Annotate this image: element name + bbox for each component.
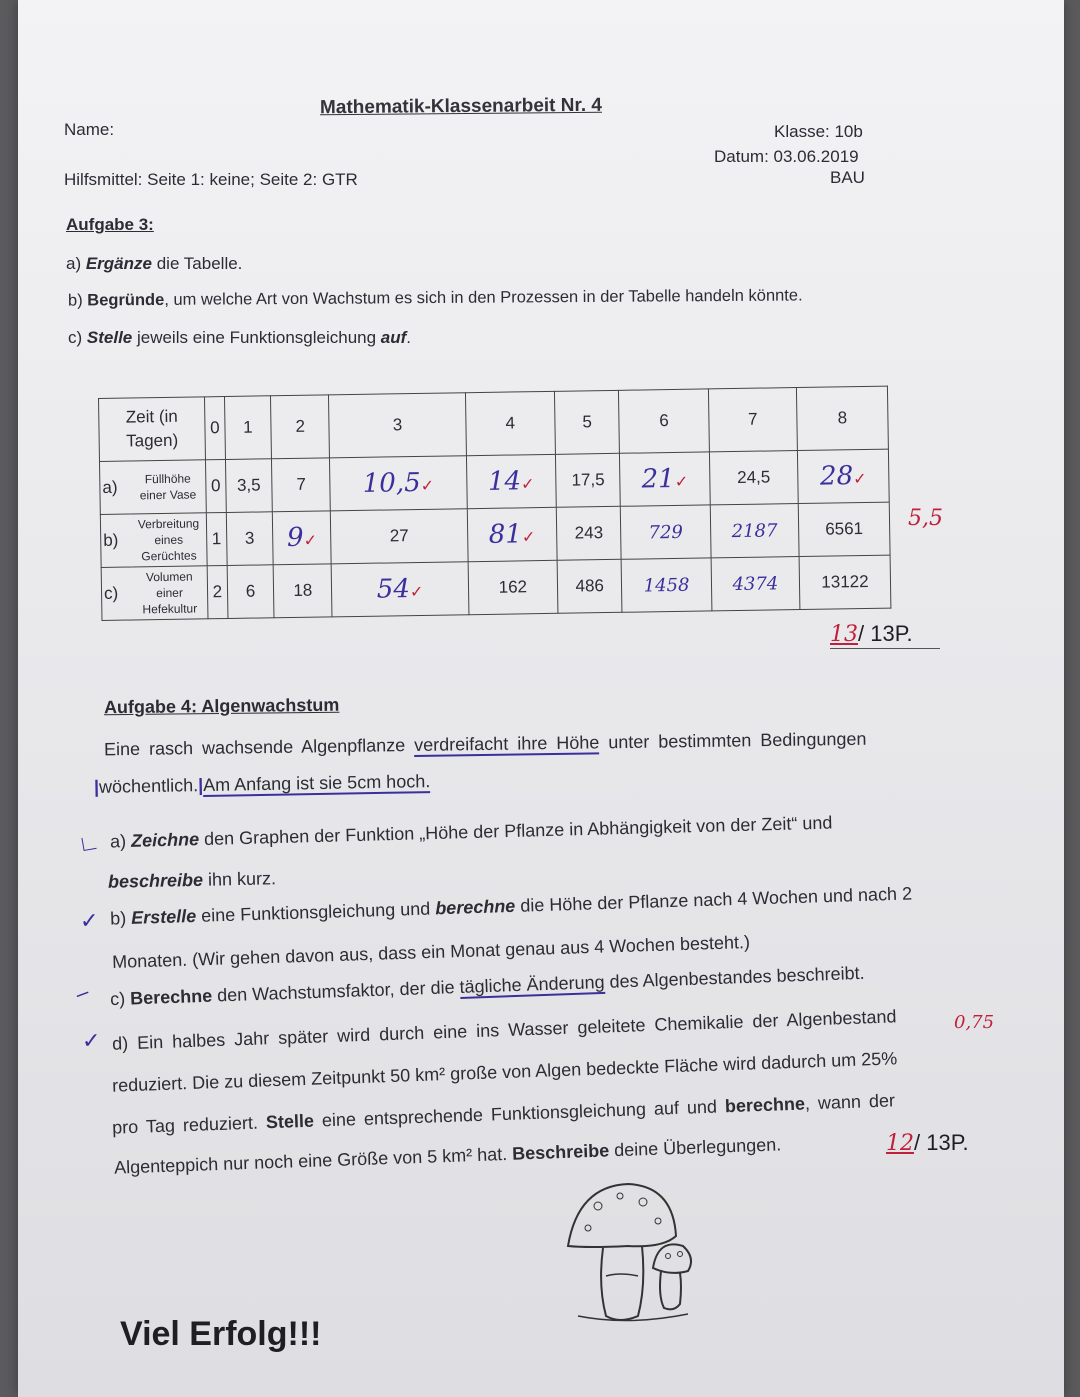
day-cell: 4 — [465, 391, 555, 455]
table-cell — [711, 557, 800, 611]
task3-title: Aufgabe 3: — [66, 215, 154, 234]
check-icon: ✓ — [82, 1028, 101, 1053]
table-row — [101, 555, 891, 620]
day-cell: 7 — [708, 388, 797, 452]
task4-d-line4: Algenteppich nur noch eine Größe von 5 km² hat. Beschreibe deine Überlegungen. — [113, 1134, 782, 1178]
check-mark: ✓ — [303, 532, 318, 550]
task3-score — [830, 621, 913, 647]
table-cell — [797, 449, 889, 503]
task4-score-total: / 13P. — [914, 1130, 969, 1155]
table-cell: 13122 — [799, 555, 891, 609]
row-label: Volumen einer Hefekultur — [132, 566, 208, 620]
task3-b: b) Begründe, um welche Art von Wachstum es sich in den Prozessen in der Tabelle handeln könnte. — [67, 286, 803, 310]
check-mark: ✓ — [674, 473, 689, 491]
check-mark: ✓ — [853, 470, 867, 489]
check-mark: ✓ — [420, 477, 435, 495]
task4-b-line1: b) Erstelle eine Funktionsgleichung und berechne die Höhe der Pflanze nach 4 Wochen und nach 2 — [109, 883, 913, 929]
teacher-code: BAU — [830, 168, 865, 187]
klasse-text: Klasse: 10b — [774, 122, 863, 141]
handwritten-answer: 1458 — [643, 574, 690, 596]
page-title: Mathematik-Klassenarbeit Nr. 4 — [319, 94, 603, 119]
task4-d-line1: d) Ein halbes Jahr später wird durch eine ins Wasser geleitete Chemikalie der Algenbestand — [111, 1006, 897, 1054]
check-mark: ✓ — [409, 583, 424, 602]
check-icon: ∟ — [75, 828, 102, 857]
table-cell — [710, 504, 799, 558]
table-cell: 1 — [206, 513, 227, 566]
row-label: Füllhöhe einer Vase — [130, 460, 206, 514]
check-mark: ✓ — [521, 529, 536, 547]
handwritten-answer: 9 — [286, 522, 304, 554]
good-luck-text: Viel Erfolg!!! — [120, 1315, 322, 1353]
day-cell: 6 — [619, 389, 709, 453]
row-letter: a) — [99, 461, 130, 514]
mushroom-doodle-icon — [558, 1176, 698, 1326]
margin-score-note: 5,5 — [908, 506, 943, 531]
table-cell: 243 — [556, 506, 621, 560]
table-cell — [621, 558, 711, 612]
handwritten-answer: 28 — [819, 461, 854, 492]
task4-intro-line1: Eine rasch wachsende Algenpflanze verdreifacht ihre Höhe unter bestimmten Bedingungen — [103, 728, 867, 760]
table-cell — [330, 456, 467, 511]
task4-intro-line2: |wöchentlich.|Am Anfang ist sie 5cm hoch. — [93, 771, 431, 797]
table-cell: 486 — [557, 559, 622, 613]
table-cell: 6561 — [798, 502, 890, 556]
task4-d-line3: pro Tag reduziert. Stelle eine entsprechende Funktionsgleichung auf und berechne, wann der — [111, 1090, 896, 1138]
day-cell: 5 — [555, 390, 620, 454]
table-cell: 18 — [273, 564, 332, 618]
table-cell: 6 — [227, 565, 274, 619]
table-cell: 162 — [468, 560, 558, 614]
table-cell — [467, 507, 557, 561]
row-letter: c) — [101, 567, 132, 620]
growth-table — [98, 386, 891, 621]
table-cell — [466, 454, 556, 508]
handwritten-answer: 729 — [648, 521, 684, 543]
day-cell: 2 — [271, 395, 330, 459]
task4-d-line2: reduziert. Die zu diesem Zeitpunkt 50 km² große von Algen bedeckte Fläche wird dadurch um 25% — [111, 1048, 898, 1096]
row-letter: b) — [100, 514, 131, 567]
table-cell — [621, 505, 711, 559]
table-cell: 3,5 — [225, 459, 272, 513]
check-icon: ✓ — [80, 908, 99, 933]
task4-a-line1: a) Zeichne den Graphen der Funktion „Höhe der Pflanze in Abhängigkeit von der Zeit“ und — [109, 812, 833, 852]
day-cell: 8 — [796, 386, 888, 450]
handwritten-answer: 4374 — [732, 572, 779, 595]
task3-c: c) Stelle jeweils eine Funktionsgleichung auf. — [68, 328, 412, 347]
handwritten-answer: 14 — [487, 466, 522, 497]
dash-icon: – — [71, 978, 92, 1007]
table-cell: 0 — [205, 460, 226, 513]
day-cell: 1 — [224, 396, 271, 460]
name-label: Name: — [64, 120, 115, 139]
task3-score-total: / 13P. — [858, 621, 913, 646]
table-cell: 24,5 — [709, 451, 798, 505]
task4-c-line1: c) Berechne den Wachstumsfaktor, der die tägliche Änderung des Algenbestandes beschreibt. — [109, 962, 865, 1010]
table-cell: 3 — [226, 512, 273, 566]
day-cell: 3 — [329, 393, 466, 458]
datum-text: Datum: 03.06.2019 — [714, 147, 859, 166]
row-label: Verbreitung eines Gerüchtes — [131, 513, 207, 567]
task4-score-got: 12 — [886, 1131, 914, 1156]
score-underline — [830, 648, 940, 649]
day-cell: 0 — [204, 397, 225, 460]
table-cell — [272, 511, 331, 565]
table-cell — [332, 562, 469, 617]
table-cell — [620, 452, 710, 506]
hilfsmittel-text: Hilfsmittel: Seite 1: keine; Seite 2: GTR — [64, 170, 358, 189]
task4-title: Aufgabe 4: Algenwachstum — [103, 694, 340, 718]
table-header-label: Zeit (in Tagen) — [99, 397, 206, 462]
handwritten-answer: 21 — [641, 463, 675, 495]
margin-score-note: 0,75 — [954, 1012, 995, 1033]
task3-a: a) Ergänze die Tabelle. — [66, 254, 243, 273]
handwritten-answer: 10,5 — [362, 467, 421, 499]
handwritten-answer: 2187 — [731, 519, 778, 542]
table-cell: 17,5 — [556, 453, 621, 507]
table-cell: 27 — [331, 509, 468, 564]
handwritten-answer: 81 — [488, 519, 523, 550]
table-cell: 7 — [272, 458, 331, 512]
task4-score — [886, 1130, 969, 1156]
task3-score-got: 13 — [830, 622, 858, 647]
table-cell: 2 — [207, 565, 228, 618]
check-mark: ✓ — [520, 476, 535, 494]
task4-b-line2: Monaten. (Wir gehen davon aus, dass ein Monat genau aus 4 Wochen besteht.) — [111, 931, 751, 973]
handwritten-answer: 54 — [376, 574, 411, 605]
exam-sheet — [18, 0, 1064, 1397]
task4-a-line2: beschreibe ihn kurz. — [107, 868, 277, 892]
